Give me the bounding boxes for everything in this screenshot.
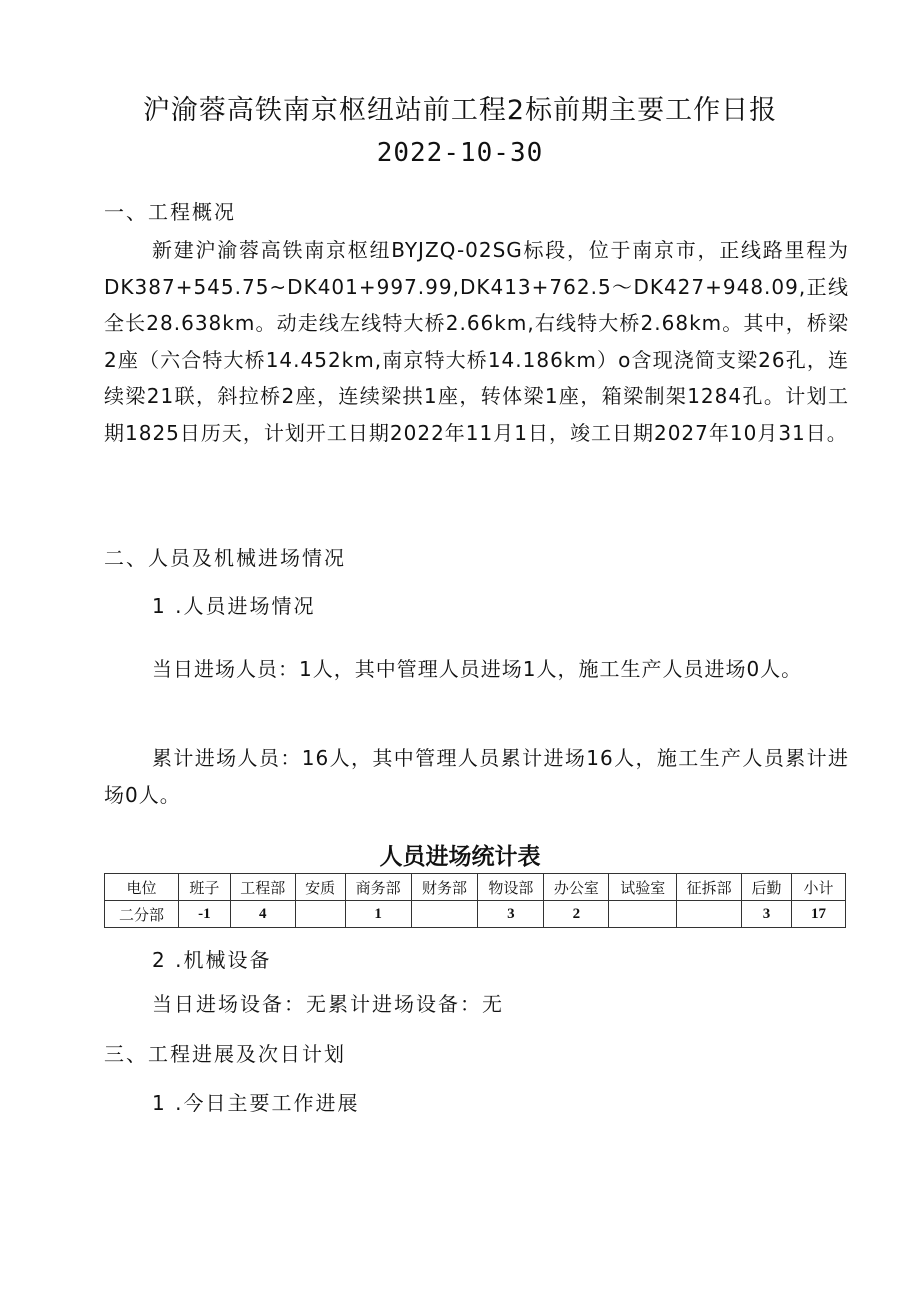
header-cell: 征拆部 [677, 874, 742, 901]
overview-paragraph: 新建沪渝蓉高铁南京枢纽BYJZQ-02SG标段，位于南京市，正线路里程为DK387+545.75~DK401+997.99,DK413+762.5～DK427+948.09,正线全长28.638km。动走线左线特大桥2.66km,右线特大桥2.68km。其中，桥梁2座（六合特大桥14.452km,南京特大桥14.186km）o含现浇简支梁26孔，连续梁21联，斜拉桥2座，连续梁拱1座，转体梁1座，箱梁制架1284孔。计划工期1825日历天，计划开工日期2022年11月1日，竣工日期2027年10月31日。 [104, 238, 849, 445]
section-heading-progress: 三、工程进展及次日计划 [104, 1042, 346, 1066]
subheading-machinery: 2 .机械设备 [152, 948, 272, 972]
subheading-personnel-entry: 1 .人员进场情况 [152, 594, 316, 618]
table-cell [411, 901, 478, 928]
header-cell: 财务部 [411, 874, 478, 901]
header-cell: 班子 [178, 874, 230, 901]
table-cell [295, 901, 345, 928]
header-cell: 办公室 [544, 874, 609, 901]
header-cell: 物设部 [478, 874, 544, 901]
personnel-statistics-table [104, 873, 846, 928]
table-cell: 17 [792, 901, 846, 928]
table-header-row [105, 874, 846, 901]
table-cell: 3 [742, 901, 792, 928]
header-cell: 电位 [105, 874, 179, 901]
section-heading-personnel: 二、人员及机械进场情况 [104, 546, 346, 570]
header-cell: 试验室 [609, 874, 677, 901]
table-cell: 4 [230, 901, 295, 928]
table-cell: 2 [544, 901, 609, 928]
header-cell: 工程部 [230, 874, 295, 901]
cumulative-personnel-paragraph: 累计进场人员：16人，其中管理人员累计进场16人，施工生产人员累计进场0人。 [104, 746, 849, 807]
subheading-today-progress: 1 .今日主要工作进展 [152, 1091, 360, 1115]
report-date: 2022-10-30 [376, 138, 544, 168]
table-cell: 1 [345, 901, 411, 928]
table-cell [609, 901, 677, 928]
table-title: 人员进场统计表 [379, 843, 541, 869]
section-heading-overview: 一、工程概况 [104, 200, 236, 224]
header-cell: 小计 [792, 874, 846, 901]
daily-personnel-paragraph: 当日进场人员：1人，其中管理人员进场1人，施工生产人员进场0人。 [152, 657, 803, 681]
table-cell: 3 [478, 901, 544, 928]
table-row [105, 901, 846, 928]
document-title: 沪渝蓉高铁南京枢纽站前工程2标前期主要工作日报 [142, 95, 778, 126]
header-cell: 商务部 [345, 874, 411, 901]
header-cell: 后勤 [742, 874, 792, 901]
table-cell: -1 [178, 901, 230, 928]
equipment-line: 当日进场设备：无累计进场设备：无 [152, 992, 504, 1016]
header-cell: 安质 [295, 874, 345, 901]
table-cell [677, 901, 742, 928]
table-cell: 二分部 [105, 901, 179, 928]
